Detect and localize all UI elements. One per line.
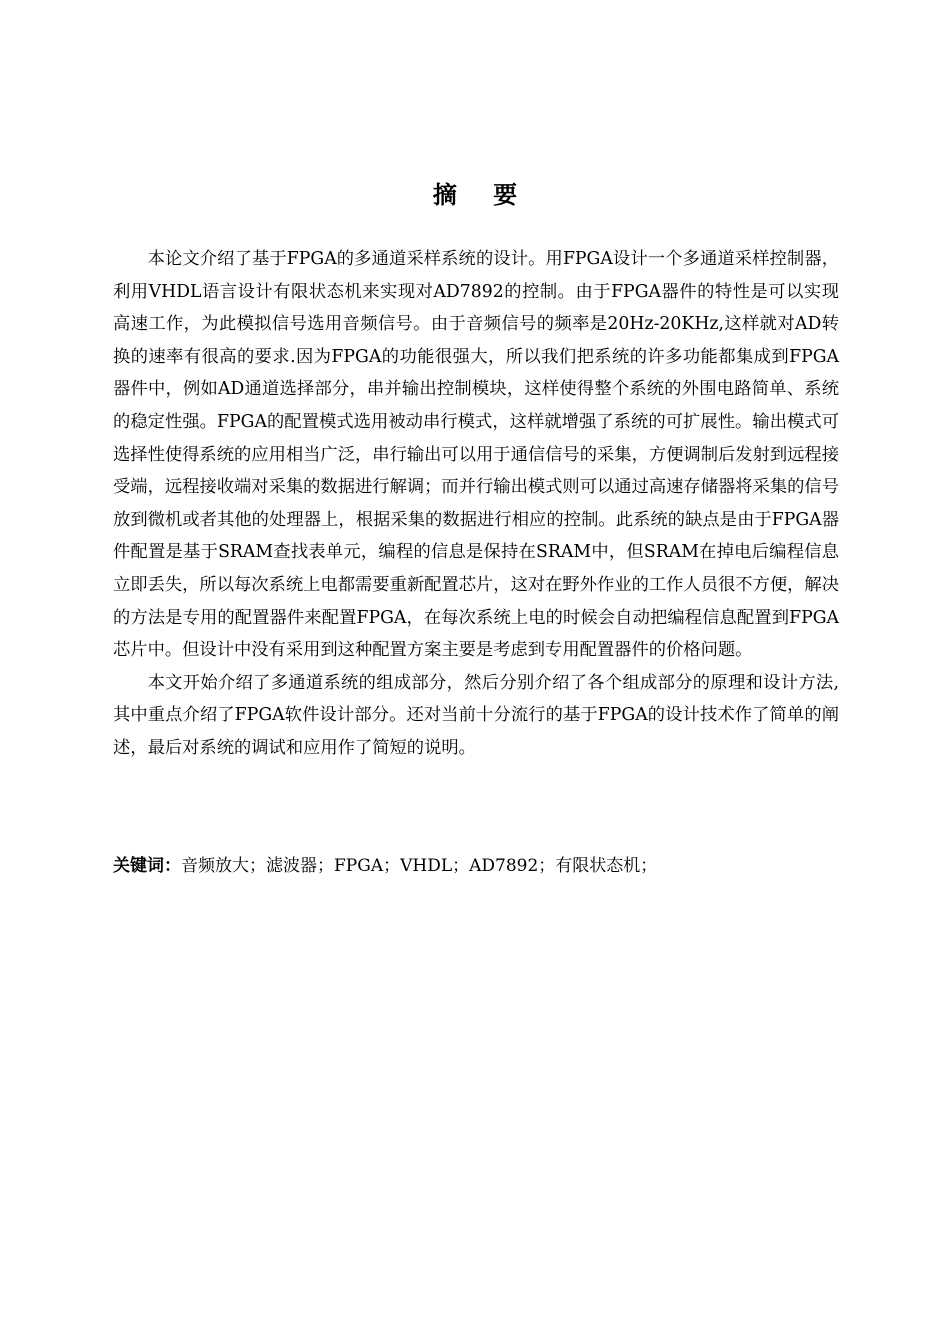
abstract-paragraph-1: 本论文介绍了基于FPGA的多通道采样系统的设计。用FPGA设计一个多通道采样控制器，利用VHDL语言设计有限状态机来实现对AD7892的控制。由于FPGA器件的特性是可以实现高速工作，为此模拟信号选用音频信号。由于音频信号的频率是20Hz-20KHz,这样就对AD转换的速率有很高的要求.因为FPGA的功能很强大，所以我们把系统的许多功能都集成到FPGA器件中，例如AD通道选择部分，串并输出控制模块，这样使得整个系统的外围电路简单、系统的稳定性强。FPGA的配置模式选用被动串行模式，这样就增强了系统的可扩展性。输出模式可选择性使得系统的应用相当广泛，串行输出可以用于通信信号的采集，方便调制后发射到远程接受端，远程接收端对采集的数据进行解调；而并行输出模式则可以通过高速存储器将采集的信号放到微机或者其他的处理器上，根据采集的数据进行相应的控制。此系统的缺点是由于FPGA器件配置是基于SRAM查找表单元，编程的信息是保持在SRAM中，但SRAM在掉电后编程信息立即丢失，所以每次系统上电都需要重新配置芯片，这对在野外作业的工作人员很不方便，解决的方法是专用的配置器件来配置FPGA，在每次系统上电的时候会自动把编程信息配置到FPGA芯片中。但设计中没有采用到这种配置方案主要是考虑到专用配置器件的价格问题。 <box>113 249 839 661</box>
keywords-list: 音频放大；滤波器；FPGA；VHDL；AD7892；有限状态机； <box>181 856 658 876</box>
abstract-paragraph-2: 本文开始介绍了多通道系统的组成部分，然后分别介绍了各个组成部分的原理和设计方法,其中重点介绍了FPGA软件设计部分。还对当前十分流行的基于FPGA的设计技术作了简单的阐述，最后对系统的调试和应用作了简短的说明。 <box>113 672 839 758</box>
abstract-title: 摘 要 <box>432 181 532 209</box>
abstract-body <box>113 243 839 765</box>
keywords-label: 关键词： <box>113 856 181 876</box>
keywords-line <box>113 852 839 880</box>
